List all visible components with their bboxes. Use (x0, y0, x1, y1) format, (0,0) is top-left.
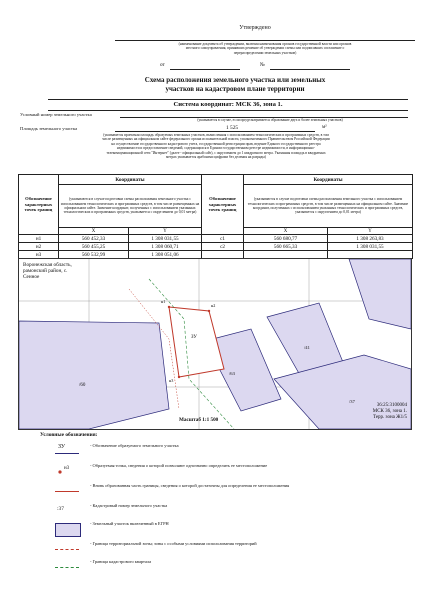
point-symbol-dot (58, 470, 61, 473)
new-boundary-symbol (52, 482, 86, 502)
point-name: с1 (202, 235, 244, 243)
point-marker (178, 376, 180, 378)
point-marker (168, 306, 170, 308)
coord-y: 1 308 031,55 (129, 235, 202, 243)
new-parcel (169, 307, 224, 377)
area-line (115, 131, 315, 132)
area-label: Площадь земельного участка (20, 126, 78, 131)
area-description-line: числе размещенных на официальном сайте федерального органа исполнительной власти, уполномоченного Правительством Российской Федерации (102, 137, 330, 142)
map-location-line: рамонский район, с. (23, 268, 68, 275)
table-row (19, 243, 413, 251)
approval-line (115, 40, 415, 41)
area-description (22, 133, 410, 159)
coord-x: 560 680,77 (244, 235, 328, 243)
neighbor-parcel (19, 321, 169, 429)
coord-x: 560 455,25 (59, 243, 129, 251)
page-title-line: Схема расположения земельного участка или земельных (144, 76, 326, 84)
legend-text: - Земельный участок включенный в ЕГРН (90, 521, 169, 526)
legend-symbol-text: н3 (64, 466, 70, 471)
legend-item (52, 520, 392, 542)
legend-text: - Вновь образованная часть границы, сведения о которой достаточны для определения ее местоположения (90, 483, 290, 488)
block-boundary-line (55, 567, 79, 568)
legend-text: - Граница кадастрового квартала (90, 559, 152, 564)
point-name: н2 (19, 243, 59, 251)
parcel-label: ЗУ (191, 335, 197, 340)
legend-item (52, 462, 392, 484)
area-description-line: на осуществление государственного кадастрового учета, государственной регистрации прав, ведение Единого государственного реестра (111, 141, 321, 146)
map-scale: Масштаб 1:1 500 (179, 417, 219, 423)
coord-x: 560 532,99 (59, 251, 129, 259)
legend-symbol-underline (55, 453, 79, 454)
block-info (337, 403, 407, 421)
parcel-symbol (52, 442, 86, 462)
zone-boundary-line (55, 549, 79, 550)
block-info-line: Терр. зона Ж1/5 (372, 415, 407, 420)
block-boundary-symbol (52, 558, 86, 578)
legend-text: - Обозначение образуемого земельного участка (90, 443, 179, 448)
map-location-line: Сенное (23, 274, 40, 281)
area-description-line: (указывается проектная площадь образуемых земельных участков, вычисленная с использованием технологических и программных средств, в том (103, 133, 329, 137)
page-title-line: участков на кадастровом плане территории (165, 85, 305, 93)
coord-y: 1 308 263,83 (328, 235, 413, 243)
approval-number-line (270, 69, 350, 70)
legend-text: - Кадастровый номер земельного участка (90, 503, 168, 508)
approval-note (110, 42, 420, 55)
cad-number-note: (указывается в случае, если предусматривается образование двух и более земельных участков) (197, 118, 343, 122)
point-marker (208, 310, 210, 312)
area-description-line: недвижимости и предоставление сведений, содержащихся в Едином государственном реестре недвижимости, в информационно- (116, 146, 316, 151)
col-point-header: Обозначение характерных точек границ (19, 175, 59, 235)
coord-y: 1 308 031,55 (328, 243, 413, 251)
approval-note-line: перераспределении земельных участков) (233, 50, 297, 55)
area-unit: м² (322, 125, 327, 130)
cad-number-symbol (52, 502, 86, 522)
neighbor-parcel (349, 259, 411, 329)
new-boundary-line (55, 491, 79, 492)
neighbor-label: /41 (304, 345, 310, 350)
approval-date-line (170, 69, 240, 70)
coord-y: 1 308 060,71 (129, 243, 202, 251)
col-point-header: Обозначение характерных точек границ (202, 175, 244, 235)
block-info-line: 36:25:3100004 (376, 403, 407, 408)
point-name: н3 (19, 251, 59, 259)
cadastral-map (18, 258, 412, 430)
x-header: X (244, 228, 328, 235)
legend-text: - Образуемая точка, сведения о которой позволяют однозначно определить ее местоположение (90, 463, 268, 468)
neighbor-label: /60 (79, 383, 86, 388)
approval-title: Утверждено (239, 25, 271, 31)
coordinates-table (18, 174, 413, 259)
legend-item (52, 442, 392, 464)
map-location-line: Воронежская область, (23, 262, 72, 268)
area-value: 1 525 (226, 125, 239, 131)
legend-symbol-text: :37 (57, 506, 64, 512)
map-location (23, 262, 72, 281)
point-name: н1 (19, 235, 59, 243)
point-label: н3 (169, 378, 174, 383)
point-name: с2 (202, 243, 244, 251)
coord-y: 1 308 051,06 (129, 251, 202, 259)
coordinate-system: Система координат: МСК 36, зона 1. (48, 99, 408, 111)
table-row (19, 235, 413, 243)
egrn-parcel-symbol (52, 520, 86, 540)
coord-x: 560 452,33 (59, 235, 129, 243)
egrn-parcel-swatch (55, 523, 81, 537)
area-description-line: телекоммуникационной сети "Интернет" (далее - официальный сайт), с округлением до 1 квадратного метра. Указанная площадь в квадратных (106, 150, 326, 155)
block-info-line: МСК 36, зона 1. (372, 409, 407, 414)
cad-number-label: Условный номер земельного участка (20, 112, 92, 117)
col-coords-header: Координаты (244, 175, 413, 185)
y-header: Y (129, 228, 202, 235)
page-title (90, 76, 380, 94)
approval-number-label: № (260, 62, 265, 68)
x-header: X (59, 228, 129, 235)
area-description-line: метрах указывается арабскими цифрами без деления на разряды) (166, 155, 266, 160)
point-symbol-svg (52, 462, 86, 482)
coords-note: (указываются в случае подготовки схемы расположения земельного участка с использованием технологических и программных средств, в том числе размещенных на официальном сайте. Значение координат, полученных с использованием указанных технологических и программных средств, указывается с округлением до 0,01 метра) (59, 185, 202, 228)
coord-x: 560 665,33 (244, 243, 328, 251)
approval-from-label: от (160, 62, 165, 68)
approval-note-line: местного самоуправления, принявших решение об утверждении схемы или подписавших соглашение о (185, 46, 345, 51)
y-header: Y (328, 228, 413, 235)
col-coords-header: Координаты (59, 175, 202, 185)
legend-text: - Граница территориальной зоны; зоны с особыми условиями использования территорий (90, 541, 257, 546)
point-label: н1 (161, 299, 166, 304)
legend-item (52, 482, 392, 504)
coords-note: (указываются в случае подготовки схемы расположения земельного участка с использованием технологических и программных средств, в том числе размещенных на официальном сайте. Значение координат, полученных с использованием указанных технологических и программных средств, указывается с округлением до 0,01 метра) (244, 185, 413, 228)
point-label: н2 (211, 303, 216, 308)
legend-item (52, 558, 392, 580)
point-symbol (52, 462, 86, 482)
approval-note-line: (наименование документа об утверждении, включая наименования органов государственной власти или органов (178, 42, 352, 46)
neighbor-label: /63 (229, 371, 235, 376)
legend-title: Условные обозначения: (40, 432, 98, 438)
neighbor-label: /37 (349, 399, 355, 404)
legend-symbol-text: ЗУ (58, 444, 66, 450)
zone-boundary-symbol (52, 540, 86, 560)
